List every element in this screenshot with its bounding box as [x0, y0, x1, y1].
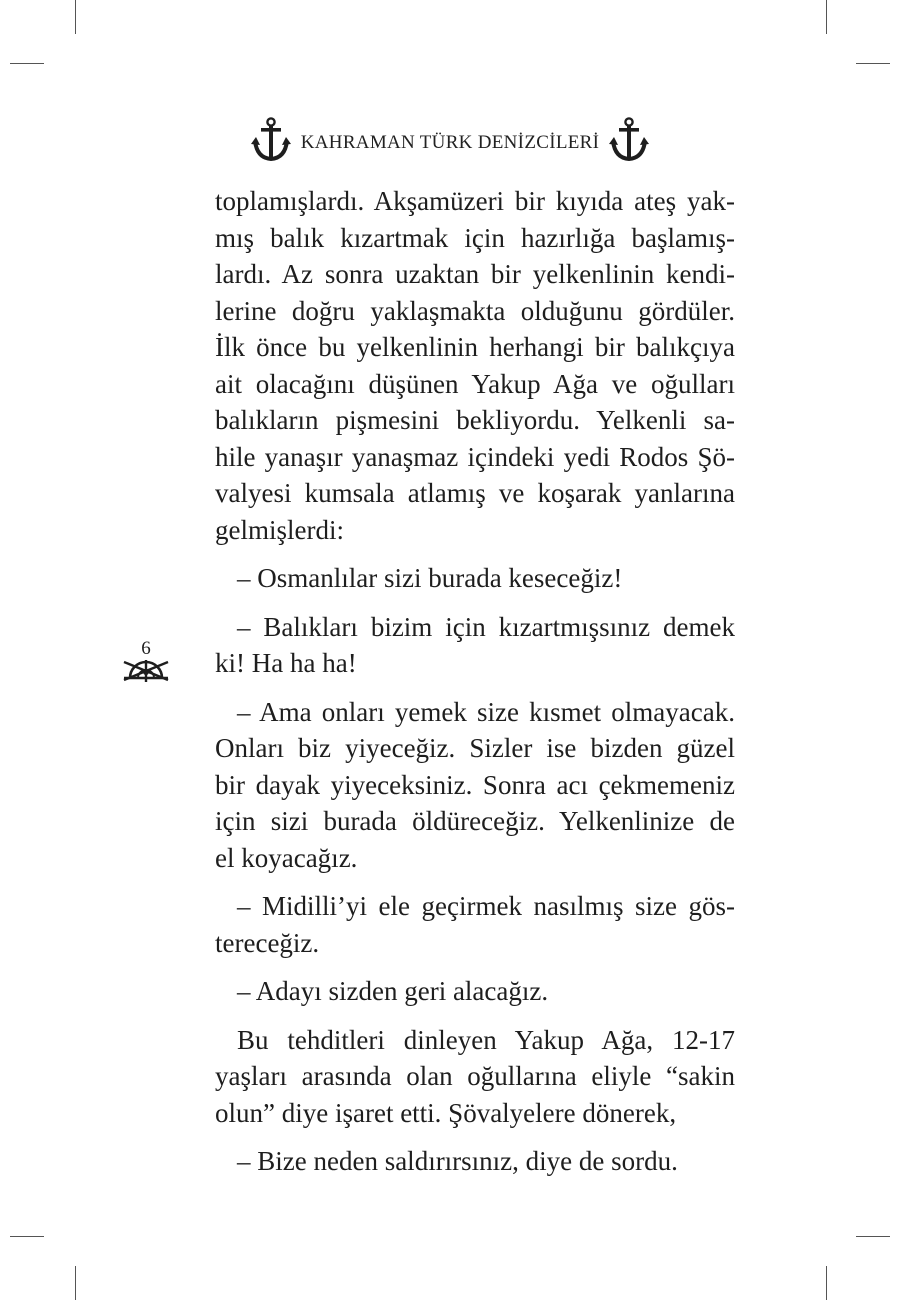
text-line: valyesi kumsala atlamış ve koşarak yanlarına — [215, 478, 735, 508]
text-line: Onları biz yiyeceğiz. Sizler ise bizden güzel — [215, 733, 735, 763]
crop-mark-bottom-left — [75, 1266, 76, 1300]
text-line: yaşları arasında olan oğullarına eliyle “sakin — [215, 1061, 735, 1091]
text-line: hile yanaşır yanaşmaz içindeki yedi Rodos Şö- — [215, 441, 735, 472]
page-number: 6 — [141, 638, 151, 659]
crop-mark-right-top — [856, 63, 890, 64]
body-text — [215, 183, 735, 1180]
text-line: balıkların pişmesini bekliyordu. Yelkenli sa- — [215, 405, 735, 435]
running-header-title: KAHRAMAN TÜRK DENİZCİLERİ — [300, 132, 600, 153]
text-line: – Adayı sizden geri alacağız. — [237, 976, 549, 1006]
anchor-icon — [251, 116, 291, 164]
text-line: – Ama onları yemek size kısmet olmayacak. — [237, 696, 735, 727]
crop-mark-top-left — [75, 0, 76, 34]
text-line: gelmişlerdi: — [215, 514, 344, 545]
text-line: Bu tehditleri dinleyen Yakup Ağa, 12-17 — [237, 1024, 735, 1055]
text-line: için sizi burada öldüreceğiz. Yelkenlinize de — [215, 806, 735, 836]
crop-mark-left-top — [10, 63, 44, 64]
text-line: – Osmanlılar sizi burada keseceğiz! — [237, 563, 623, 593]
text-line: İlk önce bu yelkenlinin herhangi bir balıkçıya — [215, 332, 735, 362]
text-line: olun” diye işaret etti. Şövalyelere dönerek, — [215, 1097, 677, 1128]
text-line: – Balıkları bizim için kızartmışsınız demek — [237, 611, 735, 642]
text-line: lerine doğru yaklaşmakta olduğunu gördüler. — [215, 295, 735, 326]
crop-mark-right-bottom — [856, 1236, 890, 1237]
crop-mark-top-right — [826, 0, 827, 34]
text-line: – Midilli’yi ele geçirmek nasılmış size gös- — [237, 891, 735, 921]
text-line: ki! Ha ha ha! — [215, 648, 357, 678]
text-line: lardı. Az sonra uzaktan bir yelkenlinin kendi- — [215, 259, 735, 289]
crop-mark-bottom-right — [826, 1266, 827, 1300]
text-line: ait olacağını düşünen Yakup Ağa ve oğulları — [215, 368, 735, 399]
text-line: – Bize neden saldırırsınız, diye de sordu. — [237, 1146, 678, 1176]
anchor-icon — [609, 116, 649, 164]
page-number-block — [120, 640, 172, 682]
text-line: toplamışlardı. Akşamüzeri bir kıyıda ateş yak- — [215, 186, 735, 216]
running-header — [0, 116, 900, 164]
crop-mark-left-bottom — [10, 1236, 44, 1237]
text-line: el koyacağız. — [215, 842, 358, 873]
text-line: tereceğiz. — [215, 927, 320, 958]
text-line: bir dayak yiyeceksiniz. Sonra acı çekmemeniz — [215, 769, 735, 800]
text-line: mış balık kızartmak için hazırlığa başlamış- — [215, 222, 735, 253]
ship-wheel-icon — [122, 656, 170, 682]
